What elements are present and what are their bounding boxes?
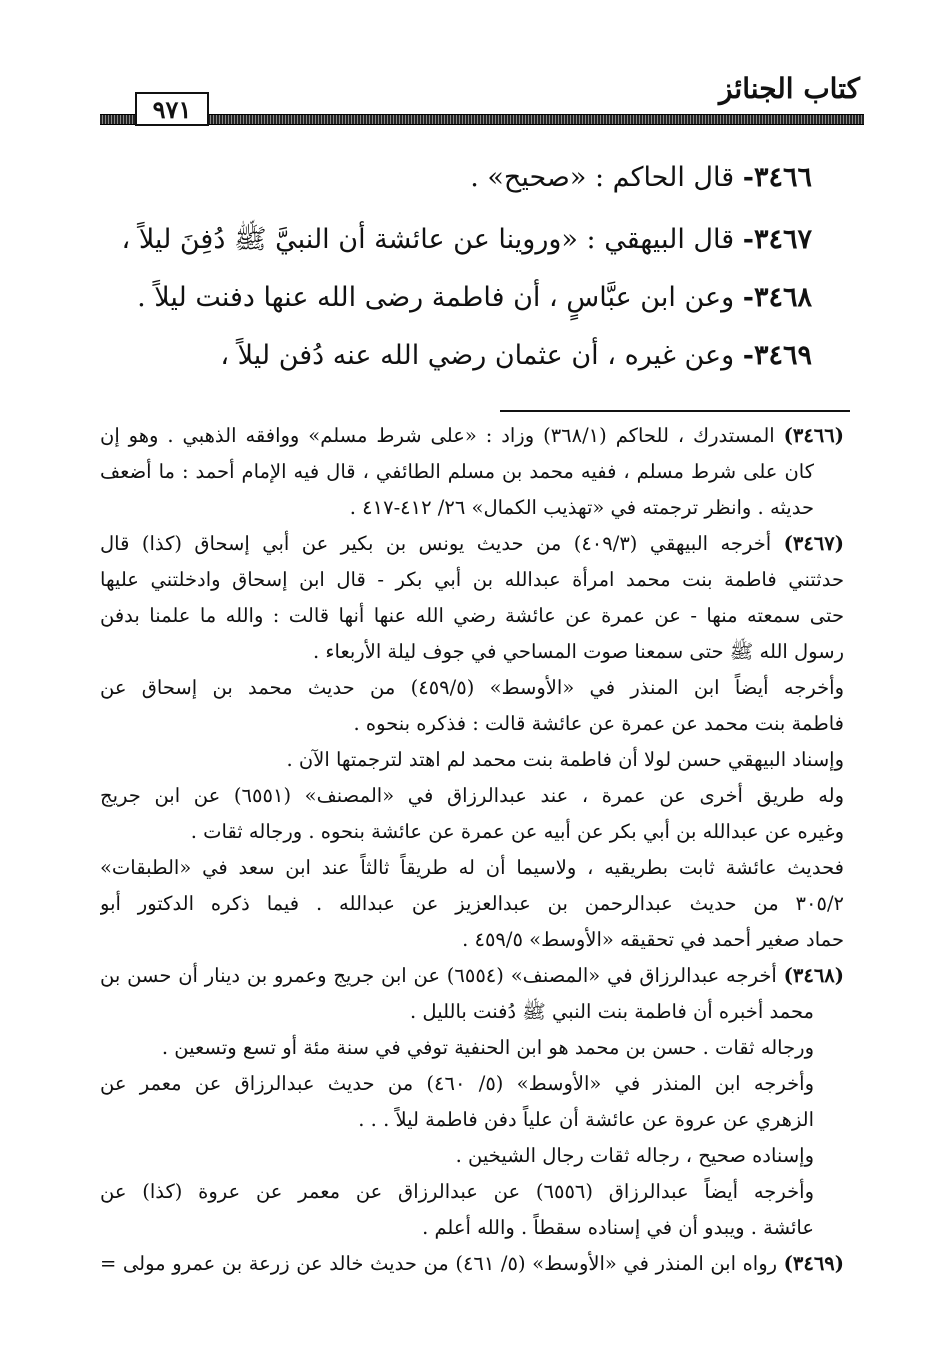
- footnote-text: وله طريق أخرى عن عمرة ، عند عبدالرزاق في «المصنف» (٦٥٥١) عن ابن جريج: [100, 784, 844, 807]
- footnote-text: ٣٠٥/٢ من حديث عبدالرحمن بن عبدالعزيز عن عبدالله . فيما ذكره الدكتور أبو: [100, 892, 844, 915]
- footnote-line: [100, 958, 844, 994]
- footnote-line: [100, 1210, 814, 1246]
- footnote-text: وإسناد البيهقي حسن لولا أن فاطمة بنت محمد لم اهتد لترجمتها الآن .: [286, 748, 844, 771]
- entry-number: ٣٤٦٨-: [742, 282, 812, 313]
- footnote-line: [100, 1138, 814, 1174]
- footnote-text: وأخرجه أيضاً ابن المنذر في «الأوسط» (٤٥٩/٥) من حديث محمد بن إسحاق عن: [100, 676, 844, 699]
- footnote-text: حدثتني فاطمة بنت محمد امرأة عبدالله بن أبي بكر - قال ابن إسحاق وادخلتني عليها: [100, 568, 844, 591]
- footnote-line: [100, 886, 844, 922]
- footnote-line: [100, 706, 844, 742]
- footnote-line: [100, 454, 814, 490]
- header-rule: [100, 114, 864, 125]
- footnote-text: وأخرجه أيضاً عبدالرزاق (٦٥٥٦) عن عبدالرزاق عن معمر عن عروة (كذا) عن: [100, 1180, 814, 1203]
- entry-number: ٣٤٦٩-: [742, 340, 812, 371]
- footnote-line: [100, 742, 844, 778]
- footnote-text: كان على شرط مسلم ، ففيه محمد بن مسلم الطائفي ، قال فيه الإمام أحمد : ما أضعف: [100, 460, 814, 483]
- footnote-line: [100, 1246, 844, 1282]
- entry-number: ٣٤٦٦-: [742, 162, 812, 193]
- footnote-line: [100, 1030, 814, 1066]
- running-title: كتاب الجنائز: [718, 72, 860, 105]
- footnote-line: [100, 1174, 814, 1210]
- footnote-text: رواه ابن المنذر في «الأوسط» (٥/ ٤٦١) من حديث خالد عن زرعة بن عمرو مولى =: [100, 1252, 778, 1275]
- footnote-text: عائشة . ويبدو أن في إسناده سقطاً . والله أعلم .: [422, 1216, 814, 1239]
- main-entry-3466: [470, 162, 812, 193]
- entry-text: وعن غيره ، أن عثمان رضي الله عنه دُفن ليلاً ،: [220, 340, 735, 371]
- footnote-number: (٣٤٦٦): [783, 424, 844, 447]
- footnote-text: محمد أخبره أن فاطمة بنت النبي ﷺ دُفنت بالليل .: [410, 1000, 814, 1023]
- footnote-text: الزهري عن عروة عن عائشة أن علياً دفن فاطمة ليلاً . . .: [358, 1108, 814, 1131]
- footnote-text: وأخرجه ابن المنذر في «الأوسط» (٥/ ٤٦٠) من حديث عبدالرزاق عن معمر عن: [100, 1072, 814, 1095]
- footnote-number: (٣٤٦٨): [783, 964, 844, 987]
- footnote-text: فاطمة بنت محمد عن عمرة عن عائشة قالت : فذكره بنحوه .: [353, 712, 844, 735]
- footnote-text: المستدرك ، للحاكم (٣٦٨/١) وزاد : «على شرط مسلم» ووافقه الذهبي . وهو إن: [100, 424, 775, 447]
- footnote-text: حديثه . وانظر ترجمته في «تهذيب الكمال» ٢٦/ ٤١٢-٤١٧ .: [349, 496, 814, 519]
- footnote-line: [100, 814, 844, 850]
- footnote-number: (٣٤٦٩): [783, 1252, 844, 1275]
- entry-number: ٣٤٦٧-: [742, 224, 812, 255]
- entry-text: قال البيهقي : «وروينا عن عائشة أن النبيَّ ﷺ دُفِنَ ليلاً ،: [121, 224, 735, 255]
- footnote-line: [100, 634, 844, 670]
- footnote-text: حماد صغير أحمد في تحقيقه «الأوسط» ٤٥٩/٥ .: [462, 928, 844, 951]
- footnote-line: [100, 562, 844, 598]
- footnote-line: [100, 670, 844, 706]
- entry-text: قال الحاكم : «صحيح» .: [470, 162, 735, 193]
- footnote-line: [100, 994, 814, 1030]
- footnote-text: أخرجه البيهقي (٤٠٩/٣) من حديث يونس بن بكير عن أبي إسحاق (كذا) قال: [100, 532, 772, 555]
- footnote-text: ورجاله ثقات . حسن بن محمد هو ابن الحنفية توفي في سنة مئة أو تسع وتسعين .: [161, 1036, 814, 1059]
- footnote-line: [100, 490, 814, 526]
- entry-text: وعن ابن عبَّاسٍ ، أن فاطمة رضى الله عنها دفنت ليلاً .: [137, 282, 735, 313]
- footnote-line: [100, 598, 844, 634]
- footnote-line: [100, 526, 844, 562]
- footnote-line: [100, 1066, 814, 1102]
- main-entry-3469: [220, 340, 812, 371]
- footnote-line: [100, 778, 844, 814]
- footnote-line: [100, 922, 844, 958]
- footnote-line: [100, 850, 844, 886]
- page-number: ٩٧١: [135, 92, 209, 126]
- footnote-line: [100, 418, 844, 454]
- footnote-text: حتى سمعته منها - عن عمرة عن عائشة رضي الله عنها أنها قالت : والله ما علمنا بدفن: [100, 604, 844, 627]
- main-entry-3467: [122, 222, 812, 262]
- footnote-text: وغيره عن عبدالله بن أبي بكر عن أبيه عن عمرة عن عائشة بنحوه . ورجاله ثقات .: [190, 820, 844, 843]
- footnote-text: رسول الله ﷺ حتى سمعنا صوت المساحي في جوف ليلة الأربعاء .: [312, 640, 844, 663]
- footnote-divider: [500, 410, 850, 412]
- footnote-line: [100, 1102, 814, 1138]
- footnote-text: أخرجه عبدالرزاق في «المصنف» (٦٥٥٤) عن ابن جريج وعمرو بن دينار أن حسن بن: [100, 964, 777, 987]
- main-entry-3468: [137, 282, 812, 313]
- footnote-number: (٣٤٦٧): [783, 532, 844, 555]
- footnote-text: فحديث عائشة ثابت بطريقيه ، ولاسيما أن له طريقاً ثالثاً عند ابن سعد في «الطبقات»: [100, 856, 844, 879]
- footnote-text: وإسناده صحيح ، رجاله ثقات رجال الشيخين .: [455, 1144, 814, 1167]
